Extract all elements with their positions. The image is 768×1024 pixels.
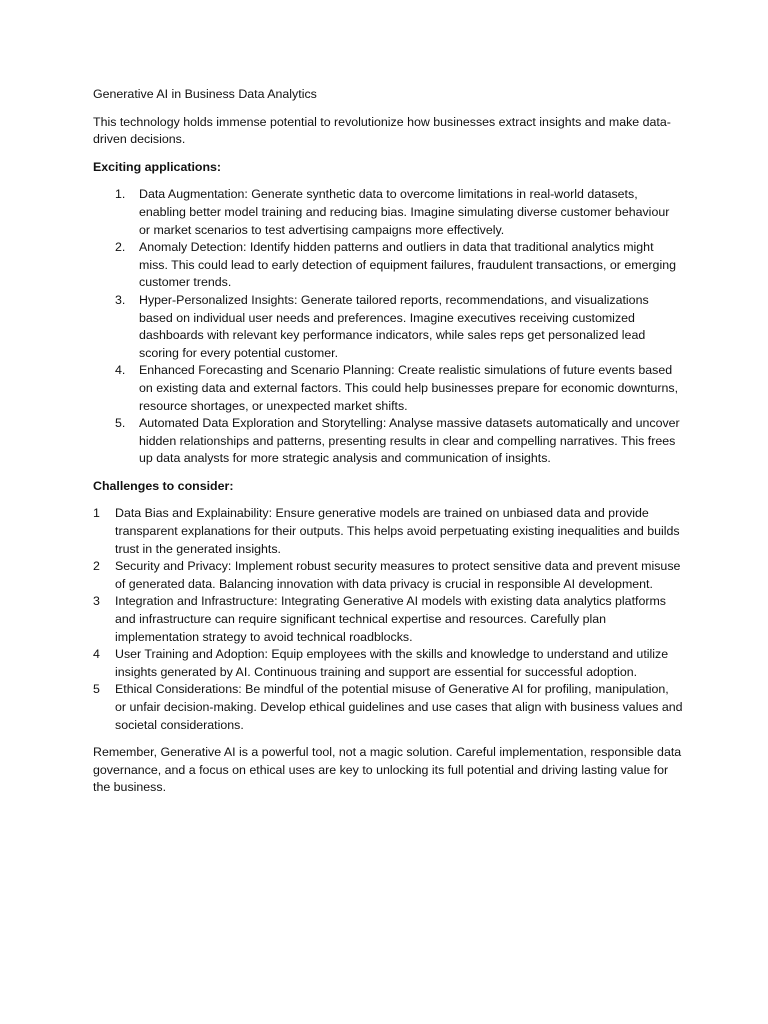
list-item-number: 5. xyxy=(115,416,126,431)
list-item xyxy=(93,593,683,646)
list-item-number: 2 xyxy=(93,559,100,574)
list-item-number: 1 xyxy=(93,506,100,521)
list-item xyxy=(93,558,683,593)
list-item-text: Security and Privacy: Implement robust security measures to protect sensitive data and prevent misuse of generated data. Balancing innovation with data privacy is crucial in responsible AI development. xyxy=(115,559,681,591)
list-item xyxy=(93,505,683,558)
list-item xyxy=(93,362,683,415)
list-item xyxy=(93,292,683,362)
list-item xyxy=(93,415,683,468)
document-page xyxy=(93,86,683,797)
conclusion-paragraph: Remember, Generative AI is a powerful tool, not a magic solution. Careful implementation, responsible data governance, and a focus on ethical uses are key to unlocking its full potential and driving lasting value for the business. xyxy=(93,745,682,795)
list-item-text: Data Bias and Explainability: Ensure generative models are trained on unbiased data and provide transparent explanations for their outputs. This helps avoid perpetuating existing inequalities and builds trust in the generated insights. xyxy=(115,506,680,556)
intro-paragraph: This technology holds immense potential to revolutionize how businesses extract insights and make data-driven decisions. xyxy=(93,114,671,147)
list-item-number: 3. xyxy=(115,292,126,307)
list-item-text: Hyper-Personalized Insights: Generate tailored reports, recommendations, and visualizations based on individual user needs and preferences. Imagine executives receiving customized dashboards with relevant key performance indicators, while sales reps get personalized lead scoring for every potential customer. xyxy=(139,292,649,360)
list-item-text: Integration and Infrastructure: Integrating Generative AI models with existing data analytics platforms and infrastructure can require significant technical expertise and resources. Carefully plan implementation strategy to avoid technical roadblocks. xyxy=(115,594,666,644)
list-item-text: User Training and Adoption: Equip employees with the skills and knowledge to understand and utilize insights generated by AI. Continuous training and support are essential for successful adoption. xyxy=(115,647,669,679)
list-item-number: 4 xyxy=(93,647,100,662)
list-item-number: 3 xyxy=(93,594,100,609)
list-item-text: Enhanced Forecasting and Scenario Planning: Create realistic simulations of future events based on existing data and external factors. This could help businesses prepare for economic downturns, resource shortages, or unexpected market shifts. xyxy=(139,363,679,413)
list-item-number: 5 xyxy=(93,682,100,697)
list-item-text: Data Augmentation: Generate synthetic data to overcome limitations in real-world datasets, enabling better model training and reducing bias. Imagine simulating diverse customer behaviour or market scenarios to test advertising campaigns more effectively. xyxy=(139,187,670,237)
applications-heading: Exciting applications: xyxy=(93,159,222,174)
list-item xyxy=(93,186,683,239)
applications-list xyxy=(93,186,683,468)
challenges-list xyxy=(93,505,683,734)
list-item xyxy=(93,681,683,734)
list-item xyxy=(93,239,683,292)
document-title: Generative AI in Business Data Analytics xyxy=(93,87,317,101)
list-item-text: Ethical Considerations: Be mindful of the potential misuse of Generative AI for profiling, manipulation, or unfair decision-making. Develop ethical guidelines and use cases that align with business values and societal considerations. xyxy=(115,682,683,732)
list-item-text: Automated Data Exploration and Storytelling: Analyse massive datasets automatically and uncover hidden relationships and patterns, presenting results in clear and compelling narratives. This frees up data analysts for more strategic analysis and communication of insights. xyxy=(139,416,680,466)
challenges-heading: Challenges to consider: xyxy=(93,478,234,493)
list-item-number: 1. xyxy=(115,187,126,202)
list-item-number: 4. xyxy=(115,363,126,378)
list-item-number: 2. xyxy=(115,240,126,255)
list-item xyxy=(93,646,683,681)
list-item-text: Anomaly Detection: Identify hidden patterns and outliers in data that traditional analytics might miss. This could lead to early detection of equipment failures, fraudulent transactions, or emerging customer trends. xyxy=(139,240,676,290)
